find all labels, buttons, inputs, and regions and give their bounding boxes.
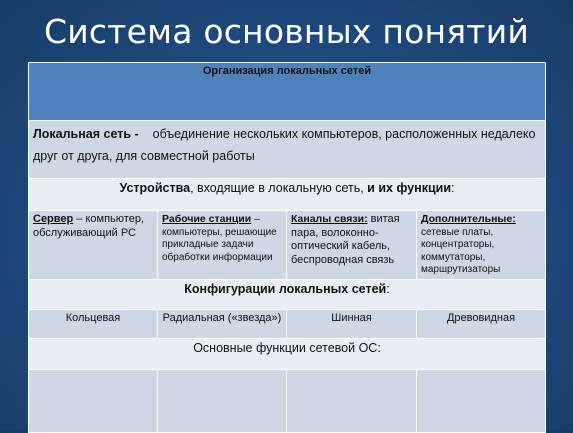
- empty-cell: [158, 370, 287, 433]
- os-functions-row: [29, 370, 546, 433]
- os-title: Основные функции сетевой ОС:: [29, 339, 546, 370]
- table-header: Организация локальных сетей: [29, 63, 546, 121]
- configs-title: [29, 280, 546, 310]
- devices-row: [29, 179, 546, 211]
- concepts-table: [28, 62, 546, 433]
- configs-row: [29, 310, 546, 339]
- configs-title-text: Конфигурации локальных сетей: [184, 282, 387, 296]
- item-additional: [417, 211, 546, 280]
- item-lead: Сервер: [33, 213, 74, 225]
- devices-cell: [29, 179, 546, 211]
- slide-title: Система основных понятий: [43, 12, 530, 51]
- empty-cell: [29, 370, 158, 433]
- definition-row: [29, 121, 546, 179]
- item-channels: [287, 211, 417, 280]
- config-star: Радиальная («звезда»): [158, 310, 287, 339]
- item-body: витая пара, волоконно-оптический кабель, беспроводная связь: [291, 213, 400, 266]
- devices-bold-2: и их функции: [367, 181, 452, 195]
- devices-colon: :: [451, 181, 455, 195]
- item-sep: –: [251, 213, 260, 225]
- item-server: [29, 211, 158, 280]
- item-body: компьютер, обслуживающий РС: [33, 213, 145, 239]
- devices-bold-1: Устройства: [119, 181, 191, 195]
- definition-text: объединение нескольких компьютеров, расположенных недалеко друг от друга, для совместной работы: [33, 127, 536, 163]
- configs-title-row: [29, 280, 546, 310]
- empty-cell: [287, 370, 417, 433]
- definition-term: Локальная сеть -: [33, 127, 139, 141]
- os-title-row: [29, 339, 546, 370]
- item-lead: Каналы связи:: [291, 213, 368, 225]
- item-lead: Дополнительные:: [421, 213, 516, 225]
- item-body: компьютеры, решающие прикладные задачи обработки информации: [162, 226, 277, 263]
- config-ring: Кольцевая: [29, 310, 158, 339]
- config-bus: Шинная: [287, 310, 417, 339]
- devices-items-row: [29, 211, 546, 280]
- header-row: [29, 63, 546, 121]
- empty-cell: [417, 370, 546, 433]
- item-workstations: [158, 211, 287, 280]
- devices-text: , входящие в локальную сеть,: [190, 181, 368, 195]
- configs-colon: :: [386, 282, 390, 296]
- config-tree: Древовидная: [417, 310, 546, 339]
- item-body: сетевые платы, концентраторы, коммутаторы, маршрутизаторы: [421, 226, 501, 275]
- item-lead: Рабочие станции: [162, 213, 252, 225]
- definition-cell: [29, 121, 546, 179]
- item-sep: –: [73, 213, 86, 225]
